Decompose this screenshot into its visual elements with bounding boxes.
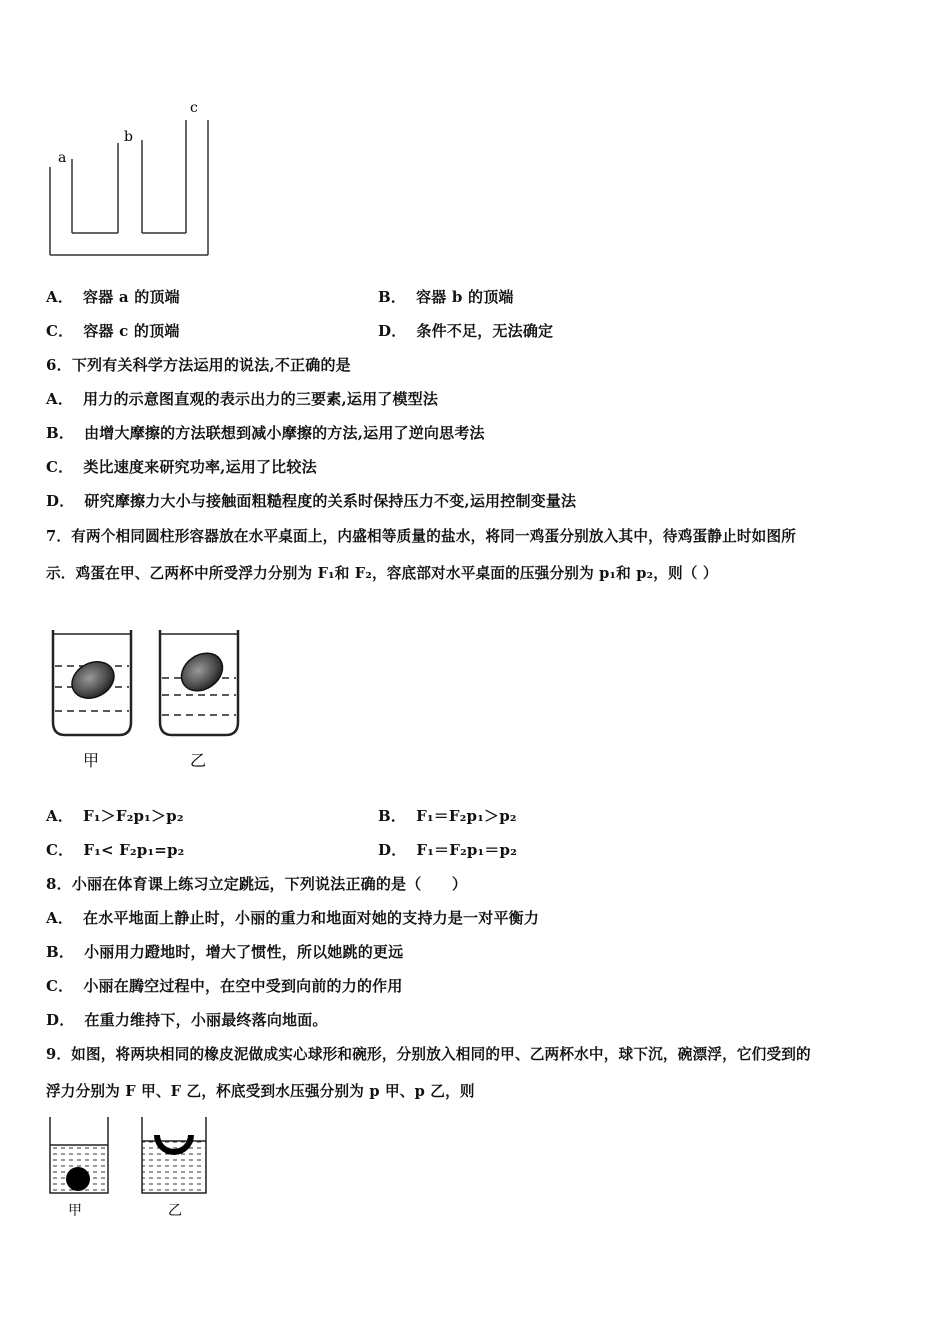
vessel-label-a: a: [58, 150, 67, 166]
q7-stem-line1: 7．有两个相同圆柱形容器放在水平桌面上，内盛相等质量的盐水，将同一鸡蛋分别放入其中，待鸡蛋静止时如图所: [46, 528, 797, 545]
q6-option-a[interactable]: A． 用力的示意图直观的表示出力的三要素,运用了模型法: [46, 390, 439, 408]
q6-option-b[interactable]: B． 由增大摩擦的方法联想到减小摩擦的方法,运用了逆向思考法: [46, 424, 485, 442]
q5-option-d[interactable]: D． 条件不足，无法确定: [378, 322, 554, 340]
vessel-label-c: c: [190, 100, 198, 116]
q6-option-d[interactable]: D． 研究摩擦力大小与接触面粗糙程度的关系时保持压力不变,运用控制变量法: [46, 492, 577, 510]
eggs-in-beakers-figure: [45, 622, 250, 772]
connected-vessels-figure: [40, 95, 225, 265]
beaker-label-yi: 乙: [190, 751, 207, 770]
q5-option-c[interactable]: C． 容器 c 的顶端: [46, 322, 180, 340]
ball-bowl-figure: [44, 1115, 214, 1225]
q7-option-b[interactable]: B． F₁＝F₂p₁＞p₂: [378, 807, 517, 825]
q5-option-a[interactable]: A． 容器 a 的顶端: [46, 288, 180, 306]
vessel-label-b: b: [124, 129, 133, 145]
beaker-label-jia: 甲: [83, 751, 100, 770]
q7-option-a[interactable]: A． F₁＞F₂p₁＞p₂: [46, 807, 184, 825]
q5-option-b[interactable]: B． 容器 b 的顶端: [378, 288, 514, 306]
q8-option-b[interactable]: B． 小丽用力蹬地时，增大了惯性，所以她跳的更远: [46, 943, 404, 961]
q8-stem: 8．小丽在体育课上练习立定跳远，下列说法正确的是（ ）: [46, 875, 468, 893]
clay-ball: [66, 1167, 90, 1191]
q7-option-d[interactable]: D． F₁＝F₂p₁＝p₂: [378, 841, 517, 859]
cup-label-jia: 甲: [68, 1203, 82, 1219]
q8-option-a[interactable]: A． 在水平地面上静止时，小丽的重力和地面对她的支持力是一对平衡力: [46, 909, 540, 927]
q6-stem: 6．下列有关科学方法运用的说法,不正确的是: [46, 356, 351, 374]
egg-jia: [66, 655, 121, 706]
q7-option-c[interactable]: C． F₁< F₂p₁=p₂: [46, 841, 185, 859]
q6-option-c[interactable]: C． 类比速度来研究功率,运用了比较法: [46, 458, 317, 476]
q9-stem-line1: 9．如图，将两块相同的橡皮泥做成实心球形和碗形，分别放入相同的甲、乙两杯水中，球下沉，碗漂浮，它们受到的: [46, 1046, 811, 1063]
egg-yi: [174, 645, 230, 698]
q9-stem-line2: 浮力分别为 F 甲、F 乙，杯底受到水压强分别为 p 甲、p 乙，则: [46, 1083, 475, 1100]
q7-stem-line2: 示．鸡蛋在甲、乙两杯中所受浮力分别为 F₁和 F₂，容底部对水平桌面的压强分别为 p₁和 p₂，则（ ）: [46, 565, 718, 582]
q8-option-d[interactable]: D． 在重力维持下，小丽最终落向地面。: [46, 1011, 328, 1029]
q8-option-c[interactable]: C． 小丽在腾空过程中，在空中受到向前的力的作用: [46, 977, 403, 995]
cup-label-yi: 乙: [168, 1203, 182, 1219]
